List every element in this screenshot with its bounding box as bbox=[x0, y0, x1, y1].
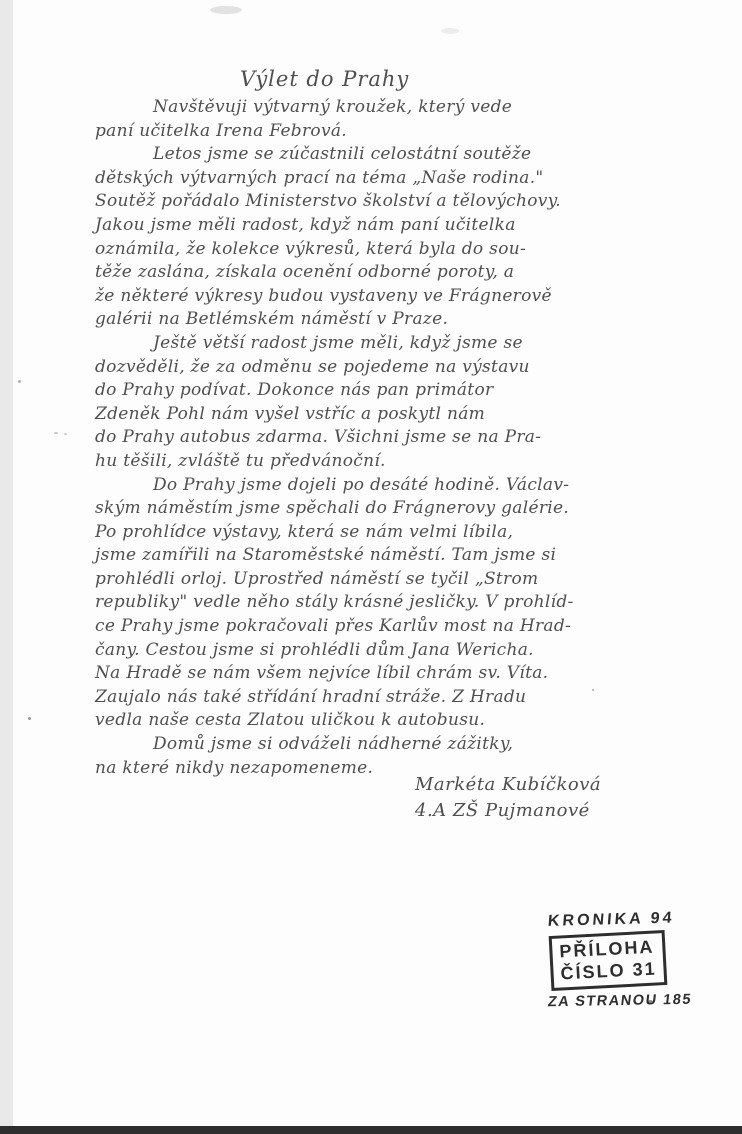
essay-title: Výlet do Prahy bbox=[240, 67, 410, 91]
handwritten-line: do Prahy autobus zdarma. Všichni jsme se na Pra- bbox=[95, 427, 542, 448]
handwritten-line: dozvěděli, že za odměnu se pojedeme na výstavu bbox=[95, 356, 530, 377]
scan-speck bbox=[54, 432, 58, 434]
handwritten-line: Domů jsme si odváželi nádherné zážitky, bbox=[153, 734, 514, 755]
scan-speck bbox=[64, 433, 67, 435]
scan-speck bbox=[18, 380, 21, 383]
stamp-cislo-label: ČÍSLO 31 bbox=[560, 958, 658, 984]
handwritten-line: Zdeněk Pohl nám vyšel vstříc a poskytl nám bbox=[95, 403, 486, 424]
handwritten-line: Zaujalo nás také střídání hradní stráže. Z Hradu bbox=[95, 686, 527, 707]
handwritten-line: Navštěvuji výtvarný kroužek, který vede bbox=[153, 97, 513, 117]
essay-body bbox=[95, 64, 710, 780]
scan-speck bbox=[28, 717, 31, 720]
stamp-page-ref: ZA STRANOU 185 bbox=[546, 991, 693, 1011]
signature-block bbox=[415, 772, 601, 824]
handwritten-line: prohlédli orloj. Uprostřed náměstí se tyčil „Strom bbox=[95, 568, 539, 589]
signature-name: Markéta Kubíčková bbox=[415, 774, 602, 795]
handwritten-line: republiky" vedle něho stály krásné jesličky. V prohlíd- bbox=[95, 592, 574, 613]
handwritten-line: Po prohlídce výstavy, která se nám velmi líbila, bbox=[95, 521, 514, 542]
handwritten-line: Na Hradě se nám všem nejvíce líbil chrám sv. Víta. bbox=[95, 663, 549, 684]
handwritten-line: hu těšili, zvláště tu předvánoční. bbox=[95, 450, 386, 471]
scan-smudge bbox=[441, 28, 459, 34]
scan-edge-shadow bbox=[0, 0, 13, 1134]
handwritten-line: Letos jsme se zúčastnili celostátní soutěže bbox=[153, 144, 532, 165]
handwritten-line: Jakou jsme měli radost, když nám paní učitelka bbox=[95, 214, 516, 235]
stamp-priloha-label: PŘÍLOHA bbox=[558, 936, 655, 962]
chronicle-stamp bbox=[548, 911, 692, 1009]
stamp-priloha-box bbox=[549, 930, 668, 991]
handwritten-line: ce Prahy jsme pokračovali přes Karlův most na Hrad- bbox=[95, 616, 572, 637]
handwritten-line: galérii na Betlémském náměstí v Praze. bbox=[95, 309, 449, 330]
handwritten-line: Soutěž pořádalo Ministerstvo školství a tělovýchovy. bbox=[95, 191, 561, 212]
handwritten-line: ským náměstím jsme spěchali do Frágnerovy galérie. bbox=[95, 498, 570, 519]
signature-class-school: 4.A ZŠ Pujmanové bbox=[415, 800, 590, 821]
handwritten-line: paní učitelka Irena Febrová. bbox=[95, 120, 347, 141]
stamp-kronika-label: KRONIKA 94 bbox=[547, 909, 676, 930]
handwritten-line: dětských výtvarných prací na téma „Naše rodina." bbox=[95, 167, 544, 188]
scan-smudge bbox=[210, 6, 242, 14]
handwritten-line: vedla naše cesta Zlatou uličkou k autobusu. bbox=[95, 710, 486, 731]
handwritten-line: na které nikdy nezapomeneme. bbox=[95, 757, 374, 778]
handwritten-line: těže zaslána, získala ocenění odborné poroty, a bbox=[95, 262, 515, 283]
handwritten-line: do Prahy podívat. Dokonce nás pan primátor bbox=[95, 380, 494, 401]
handwritten-line: Ještě větší radost jsme měli, když jsme se bbox=[153, 332, 523, 353]
handwritten-line: oznámila, že kolekce výkresů, která byla do sou- bbox=[95, 238, 527, 259]
scan-bottom-bar bbox=[0, 1126, 742, 1134]
handwritten-line: jsme zamířili na Staroměstské náměstí. Tam jsme si bbox=[95, 545, 557, 566]
handwritten-line: čany. Cestou jsme si prohlédli dům Jana Wericha. bbox=[95, 639, 534, 660]
handwritten-line: Do Prahy jsme dojeli po desáté hodině. Václav- bbox=[153, 474, 570, 495]
handwritten-line: že některé výkresy budou vystaveny ve Frágnerově bbox=[95, 285, 552, 306]
